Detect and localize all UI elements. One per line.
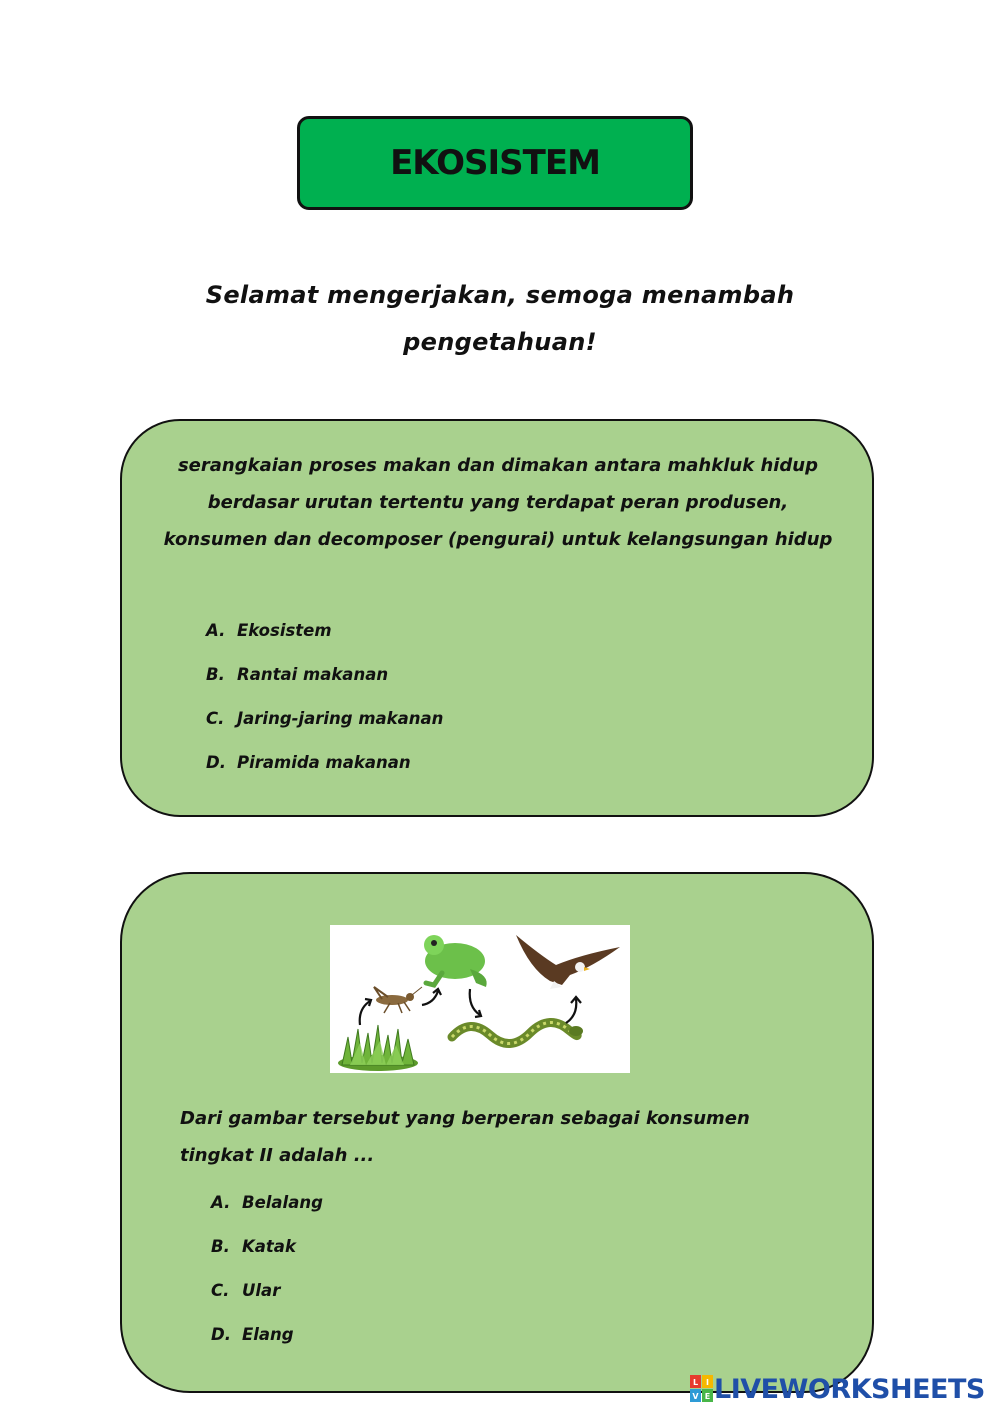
option-letter: B. bbox=[211, 1237, 230, 1256]
question-card-2 bbox=[120, 872, 874, 1393]
frog-icon bbox=[424, 935, 487, 987]
question-2-options bbox=[211, 1193, 323, 1369]
greeting-line-2: pengetahuan! bbox=[403, 328, 597, 356]
option-a[interactable] bbox=[206, 621, 443, 665]
greeting-line-1: Selamat mengerjakan, semoga menambah bbox=[205, 281, 795, 309]
option-c[interactable] bbox=[206, 709, 443, 753]
option-d[interactable] bbox=[211, 1325, 323, 1369]
option-label: Ular bbox=[242, 1281, 281, 1300]
option-letter: C. bbox=[211, 1281, 230, 1300]
option-letter: C. bbox=[206, 709, 225, 728]
grass-icon bbox=[338, 1025, 418, 1071]
question-1-options bbox=[206, 621, 443, 797]
option-d[interactable] bbox=[206, 753, 443, 797]
option-letter: A. bbox=[206, 621, 226, 640]
grasshopper-icon bbox=[374, 987, 422, 1013]
option-label: Elang bbox=[242, 1325, 294, 1344]
option-label: Ekosistem bbox=[237, 621, 332, 640]
title-banner bbox=[297, 116, 693, 210]
option-letter: A. bbox=[211, 1193, 231, 1212]
svg-text:V: V bbox=[692, 1392, 699, 1401]
watermark-brand: LIVEWORKSHEETS bbox=[714, 1373, 985, 1405]
svg-text:L: L bbox=[692, 1378, 699, 1387]
liveworksheets-logo-icon bbox=[690, 1375, 714, 1403]
option-label: Katak bbox=[242, 1237, 296, 1256]
page-title: EKOSISTEM bbox=[390, 143, 600, 183]
option-letter: B. bbox=[206, 665, 225, 684]
option-label: Piramida makanan bbox=[237, 753, 411, 772]
svg-text:E: E bbox=[704, 1392, 711, 1401]
option-b[interactable] bbox=[206, 665, 443, 709]
question-card-1 bbox=[120, 419, 874, 817]
option-b[interactable] bbox=[211, 1237, 323, 1281]
option-letter: D. bbox=[206, 753, 226, 772]
question-1-text: serangkaian proses makan dan dimakan antara mahkluk hidup berdasar urutan tertentu yang terdapat peran produsen, konsumen dan decomposer (pengurai) untuk kelangsungan hidup bbox=[163, 455, 833, 550]
greeting-message bbox=[120, 272, 880, 366]
option-label: Rantai makanan bbox=[237, 665, 389, 684]
option-letter: D. bbox=[211, 1325, 231, 1344]
snake-icon bbox=[452, 1022, 583, 1043]
svg-text:I: I bbox=[706, 1378, 709, 1387]
question-2-text: Dari gambar tersebut yang berperan sebagai konsumen tingkat II adalah ... bbox=[180, 1108, 750, 1166]
option-label: Belalang bbox=[242, 1193, 323, 1212]
food-chain-illustration bbox=[330, 925, 630, 1073]
liveworksheets-watermark[interactable] bbox=[690, 1372, 985, 1406]
option-a[interactable] bbox=[211, 1193, 323, 1237]
option-c[interactable] bbox=[211, 1281, 323, 1325]
option-label: Jaring-jaring makanan bbox=[237, 709, 444, 728]
eagle-icon bbox=[516, 935, 620, 989]
